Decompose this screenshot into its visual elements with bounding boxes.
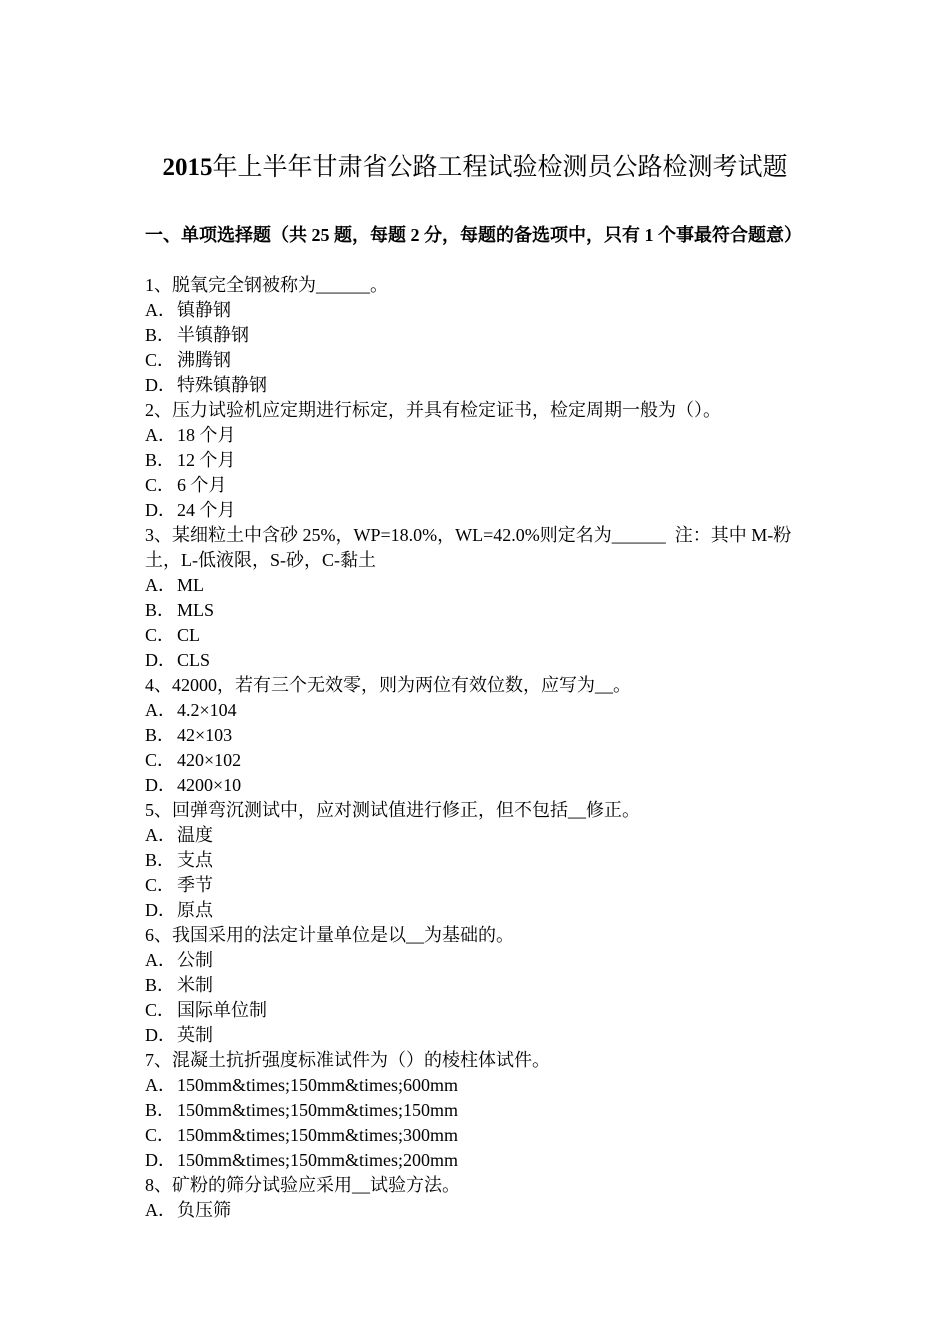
answer-option bbox=[145, 748, 810, 773]
option-letter: B． bbox=[145, 1100, 176, 1120]
answer-option bbox=[145, 773, 810, 798]
option-text: 150mm&times;150mm&times;200mm bbox=[177, 1150, 459, 1170]
answer-option bbox=[145, 373, 810, 398]
option-letter: A． bbox=[145, 300, 176, 320]
option-text: 原点 bbox=[177, 900, 213, 920]
option-text: 4200×10 bbox=[177, 775, 242, 795]
option-text: 米制 bbox=[177, 975, 213, 995]
title-year: 2015 bbox=[162, 154, 213, 181]
option-letter: C． bbox=[145, 475, 176, 495]
option-letter: C． bbox=[145, 1000, 176, 1020]
option-text: 温度 bbox=[177, 825, 213, 845]
answer-option bbox=[145, 448, 810, 473]
answer-option bbox=[145, 1098, 810, 1123]
answer-option bbox=[145, 848, 810, 873]
answer-option bbox=[145, 423, 810, 448]
option-text: CLS bbox=[177, 650, 211, 670]
option-letter: B． bbox=[145, 450, 176, 470]
option-letter: D． bbox=[145, 1025, 176, 1045]
option-letter: C． bbox=[145, 625, 176, 645]
answer-option bbox=[145, 323, 810, 348]
option-letter: D． bbox=[145, 900, 176, 920]
question-item bbox=[145, 673, 810, 798]
question-item bbox=[145, 1173, 810, 1223]
option-letter: D． bbox=[145, 500, 176, 520]
question-text: 3、某细粒土中含砂 25%，WP=18.0%，WL=42.0%则定名为______ 注：其中 M-粉土，L-低液限，S-砂，C-黏土 bbox=[145, 525, 792, 570]
answer-option bbox=[145, 1073, 810, 1098]
question-text: 6、我国采用的法定计量单位是以__为基础的。 bbox=[145, 925, 514, 945]
answer-option bbox=[145, 948, 810, 973]
option-text: 12 个月 bbox=[177, 450, 236, 470]
option-letter: A． bbox=[145, 575, 176, 595]
option-letter: B． bbox=[145, 975, 176, 995]
answer-option bbox=[145, 1198, 810, 1223]
option-text: 150mm&times;150mm&times;600mm bbox=[177, 1075, 459, 1095]
option-letter: C． bbox=[145, 350, 176, 370]
question-text: 2、压力试验机应定期进行标定，并具有检定证书，检定周期一般为（）。 bbox=[145, 400, 721, 420]
answer-option bbox=[145, 973, 810, 998]
option-letter: C． bbox=[145, 750, 176, 770]
answer-option bbox=[145, 473, 810, 498]
option-letter: C． bbox=[145, 1125, 176, 1145]
answer-option bbox=[145, 623, 810, 648]
option-letter: A． bbox=[145, 700, 176, 720]
title-text: 年上半年甘肃省公路工程试验检测员公路检测考试题 bbox=[212, 154, 788, 181]
option-text: 420×102 bbox=[177, 750, 242, 770]
option-letter: A． bbox=[145, 1200, 176, 1220]
answer-option bbox=[145, 1123, 810, 1148]
option-letter: B． bbox=[145, 725, 176, 745]
option-text: 国际单位制 bbox=[177, 1000, 267, 1020]
answer-option bbox=[145, 598, 810, 623]
option-text: 季节 bbox=[177, 875, 213, 895]
option-text: 18 个月 bbox=[177, 425, 236, 445]
answer-option bbox=[145, 1023, 810, 1048]
answer-option bbox=[145, 898, 810, 923]
option-letter: D． bbox=[145, 1150, 176, 1170]
option-letter: A． bbox=[145, 1075, 176, 1095]
option-letter: D． bbox=[145, 650, 176, 670]
option-letter: B． bbox=[145, 600, 176, 620]
option-letter: C． bbox=[145, 875, 176, 895]
answer-option bbox=[145, 1148, 810, 1173]
option-text: 镇静钢 bbox=[177, 300, 231, 320]
question-text: 4、42000，若有三个无效零，则为两位有效位数，应写为__。 bbox=[145, 675, 631, 695]
option-letter: A． bbox=[145, 950, 176, 970]
option-text: 支点 bbox=[177, 850, 213, 870]
option-text: 半镇静钢 bbox=[177, 325, 249, 345]
option-letter: D． bbox=[145, 775, 176, 795]
option-letter: B． bbox=[145, 325, 176, 345]
question-text: 7、混凝土抗折强度标准试件为（）的棱柱体试件。 bbox=[145, 1050, 550, 1070]
question-text: 5、回弹弯沉测试中，应对测试值进行修正，但不包括__修正。 bbox=[145, 800, 640, 820]
option-letter: B． bbox=[145, 850, 176, 870]
answer-option bbox=[145, 873, 810, 898]
option-text: ML bbox=[177, 575, 204, 595]
question-text: 8、矿粉的筛分试验应采用__试验方法。 bbox=[145, 1175, 460, 1195]
question-item bbox=[145, 798, 810, 923]
question-item bbox=[145, 923, 810, 1048]
answer-option bbox=[145, 823, 810, 848]
option-text: 150mm&times;150mm&times;150mm bbox=[177, 1100, 459, 1120]
option-text: 沸腾钢 bbox=[177, 350, 231, 370]
option-text: 24 个月 bbox=[177, 500, 236, 520]
answer-option bbox=[145, 998, 810, 1023]
document-title bbox=[0, 150, 950, 186]
option-text: 英制 bbox=[177, 1025, 213, 1045]
question-item bbox=[145, 273, 810, 398]
option-text: 4.2×104 bbox=[177, 700, 237, 720]
option-letter: A． bbox=[145, 425, 176, 445]
answer-option bbox=[145, 698, 810, 723]
question-item bbox=[145, 398, 810, 523]
answer-option bbox=[145, 723, 810, 748]
answer-option bbox=[145, 498, 810, 523]
option-letter: D． bbox=[145, 375, 176, 395]
question-list bbox=[145, 273, 810, 1223]
answer-option bbox=[145, 573, 810, 598]
answer-option bbox=[145, 348, 810, 373]
question-text: 1、脱氧完全钢被称为______。 bbox=[145, 275, 388, 295]
option-text: MLS bbox=[177, 600, 215, 620]
question-item bbox=[145, 523, 810, 673]
option-text: CL bbox=[177, 625, 201, 645]
answer-option bbox=[145, 298, 810, 323]
option-text: 150mm&times;150mm&times;300mm bbox=[177, 1125, 459, 1145]
option-text: 负压筛 bbox=[177, 1200, 231, 1220]
option-text: 公制 bbox=[177, 950, 213, 970]
section-heading: 一、单项选择题（共 25 题，每题 2 分，每题的备选项中，只有 1 个事最符合题意） bbox=[145, 225, 802, 245]
option-text: 6 个月 bbox=[177, 475, 227, 495]
option-text: 42×103 bbox=[177, 725, 233, 745]
answer-option bbox=[145, 648, 810, 673]
option-letter: A． bbox=[145, 825, 176, 845]
question-item bbox=[145, 1048, 810, 1173]
option-text: 特殊镇静钢 bbox=[177, 375, 267, 395]
